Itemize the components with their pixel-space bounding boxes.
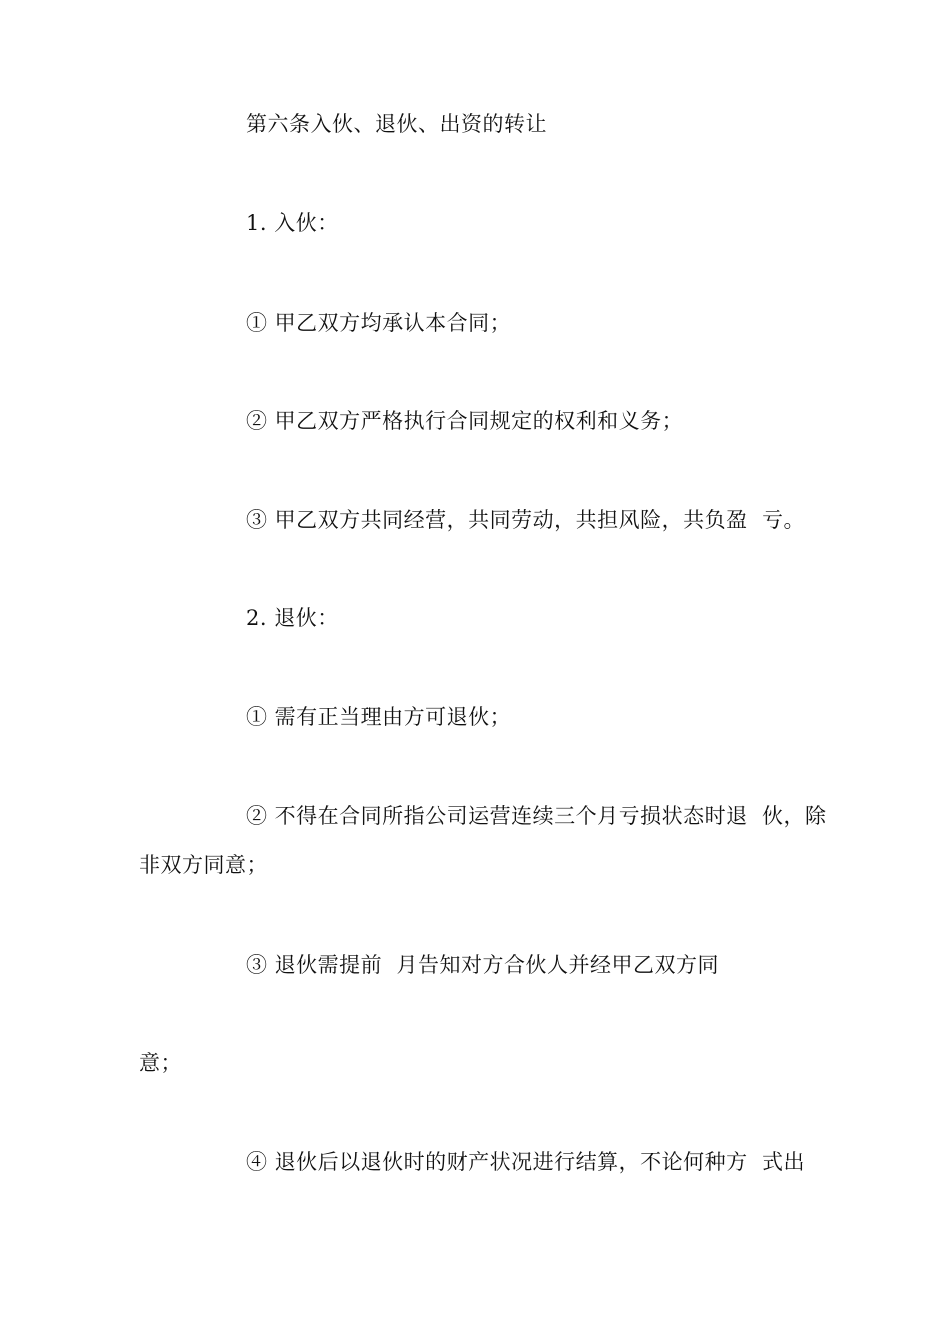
clause-withdrawal-3-continued: 意； xyxy=(139,1051,182,1075)
section-heading-withdrawal: 2. 退伙： xyxy=(246,606,339,630)
clause-withdrawal-1: ① 需有正当理由方可退伙； xyxy=(246,705,512,729)
clause-joining-2: ② 甲乙双方严格执行合同规定的权利和义务； xyxy=(246,409,684,433)
clause-withdrawal-4: ④ 退伙后以退伙时的财产状况进行结算，不论何种方 式出 xyxy=(246,1150,806,1174)
section-heading-joining: 1. 入伙： xyxy=(246,211,339,235)
clause-joining-1: ① 甲乙双方均承认本合同； xyxy=(246,311,512,335)
clause-joining-3: ③ 甲乙双方共同经营，共同劳动，共担风险，共负盈 亏。 xyxy=(246,508,806,532)
clause-withdrawal-2: ② 不得在合同所指公司运营连续三个月亏损状态时退 伙，除 xyxy=(246,804,827,828)
article-heading: 第六条入伙、退伙、出资的转让 xyxy=(246,112,547,136)
clause-withdrawal-3: ③ 退伙需提前 月告知对方合伙人并经甲乙双方同 xyxy=(246,953,720,977)
clause-withdrawal-2-continued: 非双方同意； xyxy=(139,853,268,877)
